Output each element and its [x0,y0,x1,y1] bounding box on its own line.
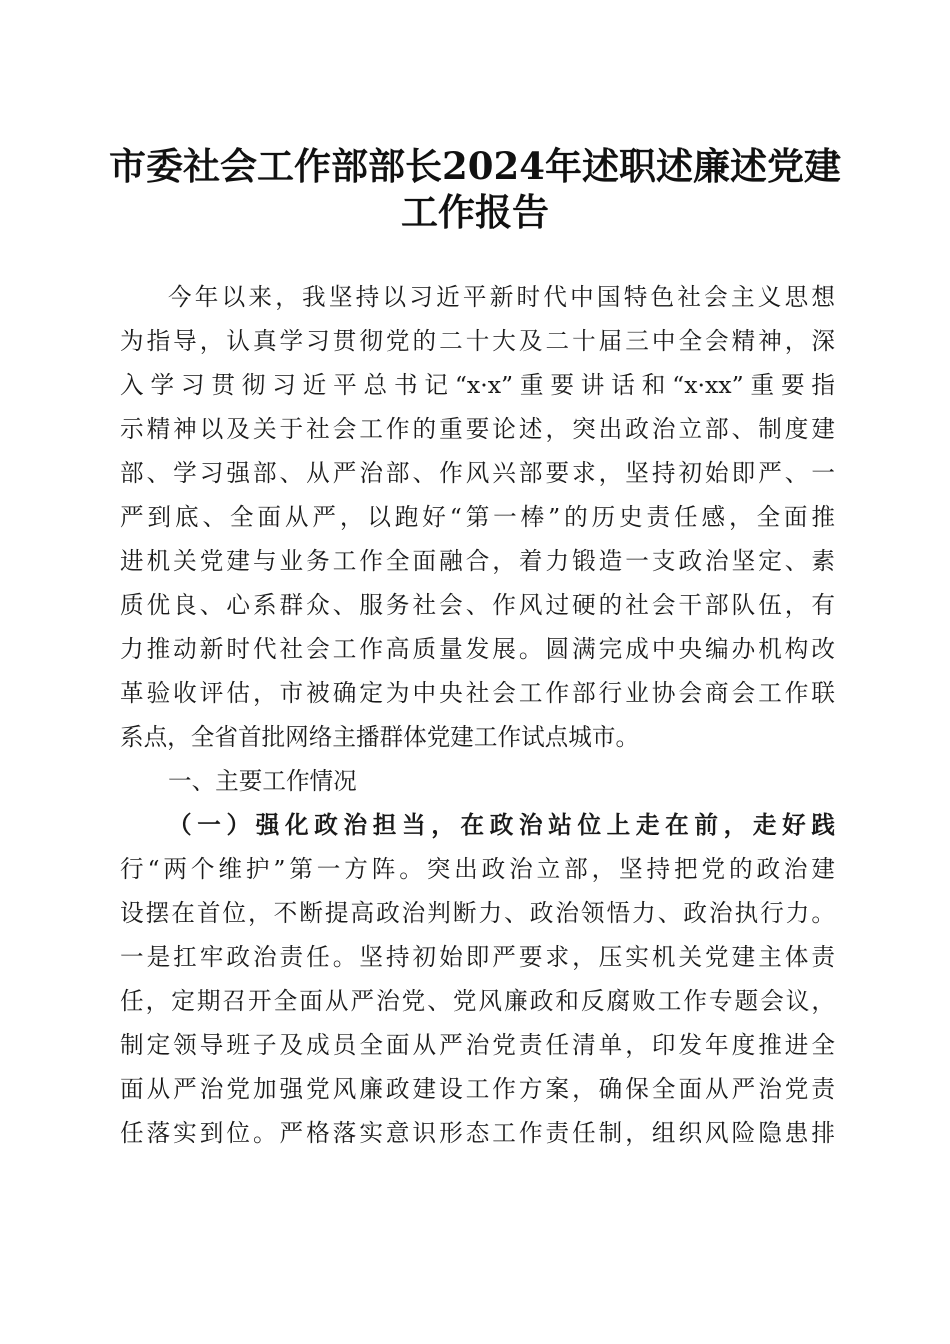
paragraph-2-line: 制定领导班子及成员全面从严治党责任清单，印发年度推进全 [120,1031,835,1059]
paragraph-1-line: 示精神以及关于社会工作的重要论述，突出政治立部、制度建 [120,415,835,443]
paragraph-1-line: 严到底、全面从严，以跑好“第一棒”的历史责任感，全面推 [120,503,835,531]
section-heading: 一、主要工作情况 [168,767,357,795]
paragraph-1-line: 进机关党建与业务工作全面融合，着力锻造一支政治坚定、素 [120,547,835,575]
paragraph-2-line: 任落实到位。严格落实意识形态工作责任制，组织风险隐患排 [120,1119,835,1147]
paragraph-1-line: 力推动新时代社会工作高质量发展。圆满完成中央编办机构改 [120,635,835,663]
paragraph-1-line: 质优良、心系群众、服务社会、作风过硬的社会干部队伍，有 [120,591,835,619]
paragraph-1-line: 部、学习强部、从严治部、作风兴部要求，坚持初始即严、一 [120,459,835,487]
paragraph-2-line: 任，定期召开全面从严治党、党风廉政和反腐败工作专题会议， [120,987,835,1015]
document-title-line-2: 工作报告 [401,190,549,234]
paragraph-2-line: 一是扛牢政治责任。坚持初始即严要求，压实机关党建主体责 [120,943,835,971]
paragraph-1-line: 为指导，认真学习贯彻党的二十大及二十届三中全会精神，深 [120,327,835,355]
paragraph-2-line: 行“两个维护”第一方阵。突出政治立部，坚持把党的政治建 [120,855,835,883]
paragraph-2-line: 面从严治党加强党风廉政建设工作方案，确保全面从严治党责 [120,1075,835,1103]
paragraph-1-line: 系点，全省首批网络主播群体党建工作试点城市。 [120,723,640,751]
paragraph-1-line: 入学习贯彻习近平总书记“x·x”重要讲话和“x·xx”重要指 [120,371,835,399]
paragraph-1-line: 今年以来，我坚持以习近平新时代中国特色社会主义思想 [168,283,835,311]
document-title-line-1: 市委社会工作部部长2024年述职述廉述党建 [109,144,841,188]
paragraph-2-line: （一）强化政治担当，在政治站位上走在前，走好践 [168,811,835,839]
paragraph-1-line: 革验收评估，市被确定为中央社会工作部行业协会商会工作联 [120,679,835,707]
paragraph-2-line: 设摆在首位，不断提高政治判断力、政治领悟力、政治执行力。 [120,899,835,927]
